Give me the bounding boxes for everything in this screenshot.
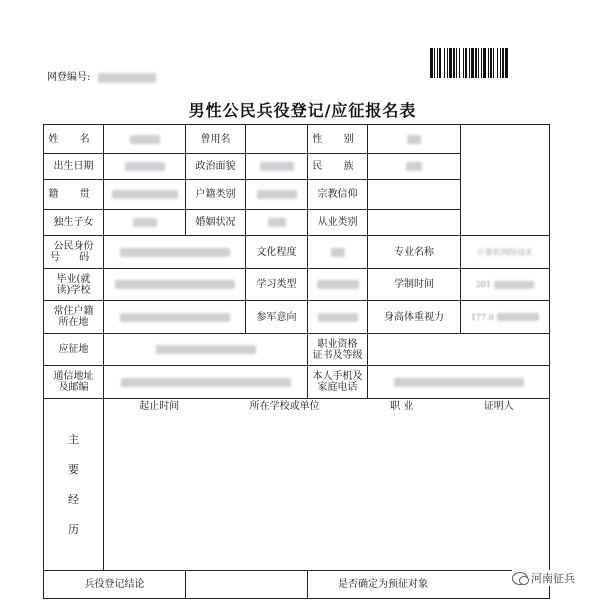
school-value [104,269,246,301]
net-registration [47,68,156,83]
school-label-line1: 毕业(就 [56,273,91,285]
row-id [44,236,550,269]
study-length-value [461,269,550,301]
watermark-text: 河南征兵 [531,572,575,585]
religion-value [368,180,461,210]
phone-label-line1: 本人手机及 [312,371,363,382]
birth-label: 出生日期 [44,154,104,180]
name-label: 姓 名 [44,125,104,154]
former-name-label: 曾用名 [186,125,246,154]
history-header: 职 业 [390,401,414,412]
row-history [44,399,550,571]
household-value [246,180,308,210]
phone-value [368,366,550,399]
history-header: 起止时间 [139,401,180,412]
political-value [246,154,308,180]
pre-conscript-label: 是否确定为预征对象 [308,571,550,599]
birth-value [104,154,186,180]
address-label [44,366,104,399]
education-label: 文化程度 [246,236,308,269]
body-label: 身高体重视力 [368,301,461,334]
redacted-net-registration-number [98,73,156,83]
marital-label: 婚姻状况 [186,210,246,236]
photo-cell [461,125,550,236]
marital-value [246,210,308,236]
history-label [44,399,104,571]
history-label-char: 主 [68,432,79,446]
occupation-type-value [368,210,461,236]
history-body [104,399,550,571]
registration-form-table [43,124,550,599]
enlist-intent-value [308,301,368,334]
native-value [104,180,186,210]
page-title: 男性公民兵役登记/应征报名表 [188,101,417,120]
history-label-char: 历 [68,522,79,536]
residence-label-line1: 常住户籍 [53,306,94,317]
conscript-place-label: 应征地 [44,334,104,366]
row-conscript-place [44,334,550,366]
history-label-chars [47,425,100,545]
history-label-char: 要 [68,462,79,476]
history-label-char: 经 [68,492,79,506]
history-headers [104,399,549,412]
native-label: 籍 贯 [44,180,104,210]
address-label-line2: 及邮编 [58,382,89,393]
ethnic-value [368,154,461,180]
political-label: 政治面貌 [186,154,246,180]
study-type-value [308,269,368,301]
study-length-label: 学制时间 [368,269,461,301]
only-child-value [104,210,186,236]
history-header: 证明人 [483,401,514,412]
ethnic-label: 民 族 [308,154,368,180]
row-residence [44,301,550,334]
id-label-line2: 号 码 [49,252,98,263]
qualification-value [368,334,550,366]
id-label-line1: 公民身份 [53,241,94,252]
qualification-label [308,334,368,366]
id-number-value [104,236,246,269]
former-name-value [246,125,308,154]
registration-conclusion-label: 兵役登记结论 [44,571,186,599]
major-value-fragment: 计算机网络技术 [477,247,533,257]
residence-label [44,301,104,334]
phone-label-line2: 家庭电话 [317,382,358,393]
residence-value [104,301,246,334]
history-header: 所在学校或单位 [249,401,320,412]
education-value [308,236,368,269]
net-registration-label: 网登编号: [47,72,91,83]
body-value [461,301,550,334]
major-label: 专业名称 [368,236,461,269]
phone-label [308,366,368,399]
study-type-label: 学习类型 [246,269,308,301]
body-value-fragment: 177.0 [470,312,494,322]
qualification-label-line1: 职业资格 [317,338,358,350]
household-label: 户籍类别 [186,180,246,210]
name-value [104,125,186,154]
row-school [44,269,550,301]
qualification-label-line2: 证书及等级 [312,349,363,361]
gender-label: 性 别 [308,125,368,154]
barcode [430,48,548,78]
study-year-fragment: 201 [475,280,492,289]
major-value [461,236,550,269]
wechat-icon [512,572,528,585]
religion-label: 宗教信仰 [308,180,368,210]
row-conclusion [44,571,550,599]
occupation-type-label: 从业类别 [308,210,368,236]
school-label [44,269,104,301]
watermark [512,570,575,586]
id-label [44,236,104,269]
row-address [44,366,550,399]
residence-label-line2: 所在地 [58,317,89,328]
enlist-intent-label: 参军意向 [246,301,308,334]
row-name [44,125,550,154]
address-label-line1: 通信地址 [53,371,94,382]
conscript-place-value [104,334,308,366]
address-value [104,366,308,399]
only-child-label: 独生子女 [44,210,104,236]
registration-conclusion-value [186,571,308,599]
gender-value [368,125,461,154]
school-label-line2: 读)学校 [56,284,91,296]
